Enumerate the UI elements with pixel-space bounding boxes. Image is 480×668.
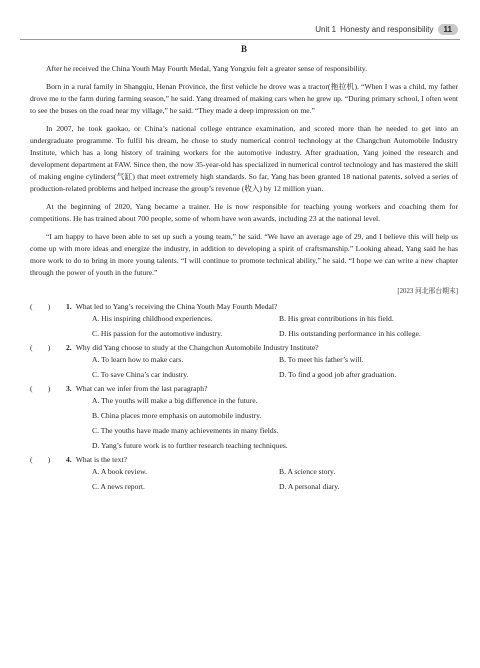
option-d: D. A personal diary. [279,482,340,491]
paragraph-1: After he received the China Youth May Fourth Medal, Yang Yongxiu felt a greater sense of responsibility. [46,64,368,73]
reading-passage [30,44,458,495]
question-number: 2. [66,343,72,352]
header-divider [20,39,460,40]
option-b: B. His great contributions in his field. [279,314,394,323]
question-2 [30,342,458,381]
page-header [315,24,458,35]
option-c: C. The youths have made many achievements in many fields. [92,426,279,435]
question-3 [30,383,458,452]
option-c: C. To save China’s car industry. [92,370,189,379]
option-a: A. A book review. [92,467,147,476]
question-number: 1. [66,302,72,311]
answer-blank[interactable]: ( ) [30,343,51,352]
answer-blank[interactable]: ( ) [30,455,51,464]
option-c: C. A news report. [92,482,145,491]
paragraph-4: At the beginning of 2020, Yang became a trainer. He is now responsible for teaching young workers and coaching them for competitions. He has trained about 700 people, some of whom have won awards, including 23 at the national level. [30,202,458,223]
option-a: A. To learn how to make cars. [92,355,184,364]
option-d: D. To find a good job after graduation. [279,370,397,379]
question-stem: What led to Yang’s receiving the China Youth May Fourth Medal? [75,302,278,311]
option-b: B. China places more emphasis on automobile industry. [92,411,262,420]
paragraph-3: In 2007, he took gaokao, or China’s national college entrance examination, and scored more than he needed to get into an undergraduate programme. To fulfil his dream, he chose to study numerical control technology at the Changchun Automobile Industry Institute, which has a long history of training workers for the automotive industry. After graduation, Yang joined the research and development department at FAW. Since then, the now 35-year-old has specialized in numerical control technology and has mastered the skill of making engine cylinders(气缸) that meet extremely high standards. So far, Yang has been granted 18 national patents, solved a series of production-related problems and helped increase the group’s revenue (收入) by 12 million yuan. [30,124,458,193]
question-1 [30,301,458,340]
option-a: A. The youths will make a big difference in the future. [92,396,258,405]
question-4 [30,454,458,493]
page-number: 11 [438,24,458,35]
paragraph-5: “I am happy to have been able to set up such a young team,” he said. “We have an average age of 29, and I believe this will help us come up with more ideas and energize the industry, in addition to developing a spirit of craftsmanship.” Looking ahead, Yang said he has more work to do to bring in more young talents. “I will continue to promote technical ability,” he said. “I hope we can write a new chapter through the power of youth in the future.” [30,232,458,277]
option-d: D. Yang’s future work is to further research teaching techniques. [92,441,288,450]
option-a: A. His inspiring childhood experiences. [92,314,213,323]
paragraph-2: Born in a rural family in Shangqiu, Henan Province, the first vehicle he drove was a tractor(拖拉机). “When I was a child, my father drove me to the farm during farming season,” he said. Yang dreamed of making cars when he grew up. “During primary school, I often went to see the buses on the road near my village,” he said. “They made a deep impression on me.” [30,82,458,115]
option-c: C. His passion for the automotive industry. [92,329,223,338]
question-number: 3. [66,384,72,393]
question-stem: What can we infer from the last paragraph? [75,384,208,393]
option-d: D. His outstanding performance in his college. [279,329,421,338]
question-stem: Why did Yang choose to study at the Changchun Automobile Industry Institute? [75,343,319,352]
option-b: B. A science story. [279,467,336,476]
passage-title: B [240,44,247,54]
unit-title: Honesty and responsibility [340,25,434,34]
question-number: 4. [66,455,72,464]
unit-label: Unit 1 [315,25,337,34]
source-tag: [2023 河北邢台期末] [397,288,458,295]
answer-blank[interactable]: ( ) [30,384,51,393]
option-b: B. To meet his father’s will. [279,355,364,364]
answer-blank[interactable]: ( ) [30,302,51,311]
question-stem: What is the text? [75,455,127,464]
